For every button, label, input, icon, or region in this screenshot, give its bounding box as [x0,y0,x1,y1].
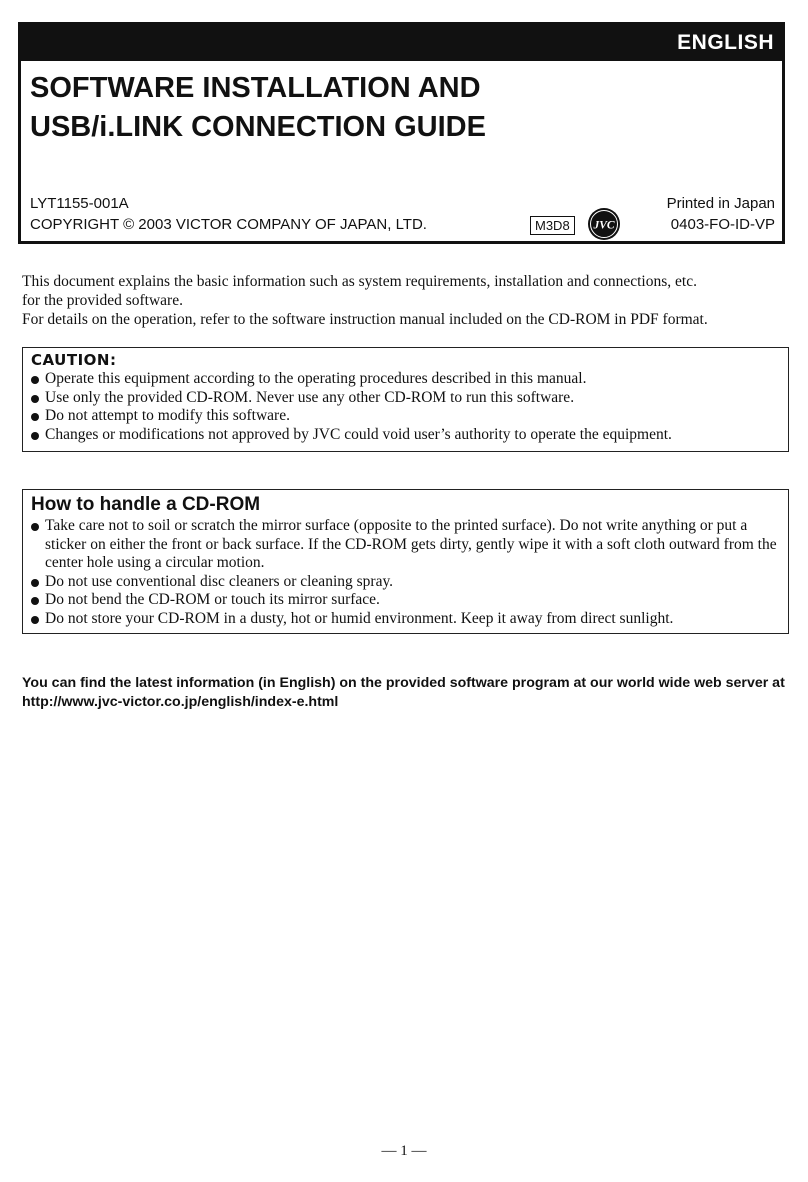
list-item: Do not store your CD-ROM in a dusty, hot or humid environment. Keep it away from direct sunlight. [31,610,788,629]
page-title [30,69,486,147]
language-label: ENGLISH [677,31,774,54]
list-item: Take care not to soil or scratch the mirror surface (opposite to the printed surface). Do not write anything or put a sticker on either the front or back surface. If the CD-ROM gets dirty, gently wipe it with a soft cloth outward from the center hole using a circular motion. [31,517,788,573]
intro-line: For details on the operation, refer to the software instruction manual included on the CD-ROM in PDF format. [22,311,708,328]
document-code: LYT1155-001A [30,195,129,212]
list-item: Operate this equipment according to the operating procedures described in this manual. [31,370,788,389]
intro-text [22,272,792,329]
jvc-logo-icon [587,207,621,241]
list-item: Do not use conventional disc cleaners or cleaning spray. [31,573,788,592]
cdrom-heading: How to handle a CD-ROM [31,494,261,515]
intro-line: This document explains the basic information such as system requirements, installation and connections, etc. [22,273,697,290]
title-box [18,22,785,244]
list-item: Do not attempt to modify this software. [31,407,788,426]
model-code-badge: M3D8 [530,216,575,235]
cdrom-handling-box [22,489,789,634]
caution-heading: CAUTION: [31,351,117,369]
cdrom-list [31,517,788,628]
intro-line: for the provided software. [22,292,183,309]
logo-text: JVC [593,219,615,232]
title-line: USB/i.LINK CONNECTION GUIDE [30,111,486,143]
caution-list [31,370,788,444]
copyright-notice: COPYRIGHT © 2003 VICTOR COMPANY OF JAPAN, LTD. [30,216,427,233]
list-item: Use only the provided CD-ROM. Never use any other CD-ROM to run this software. [31,389,788,408]
page-number: — 1 — [381,1143,427,1159]
web-info-note: You can find the latest information (in English) on the provided software program at our world wide web server at http://www.jvc-victor.co.jp/english/index-e.html [22,675,785,710]
language-bar [21,25,782,61]
title-line: SOFTWARE INSTALLATION AND [30,72,481,104]
printed-in: Printed in Japan [666,195,775,212]
list-item: Do not bend the CD-ROM or touch its mirror surface. [31,591,788,610]
list-item: Changes or modifications not approved by JVC could void user’s authority to operate the equipment. [31,426,788,445]
caution-box [22,347,789,452]
print-code: 0403-FO-ID-VP [670,216,775,233]
